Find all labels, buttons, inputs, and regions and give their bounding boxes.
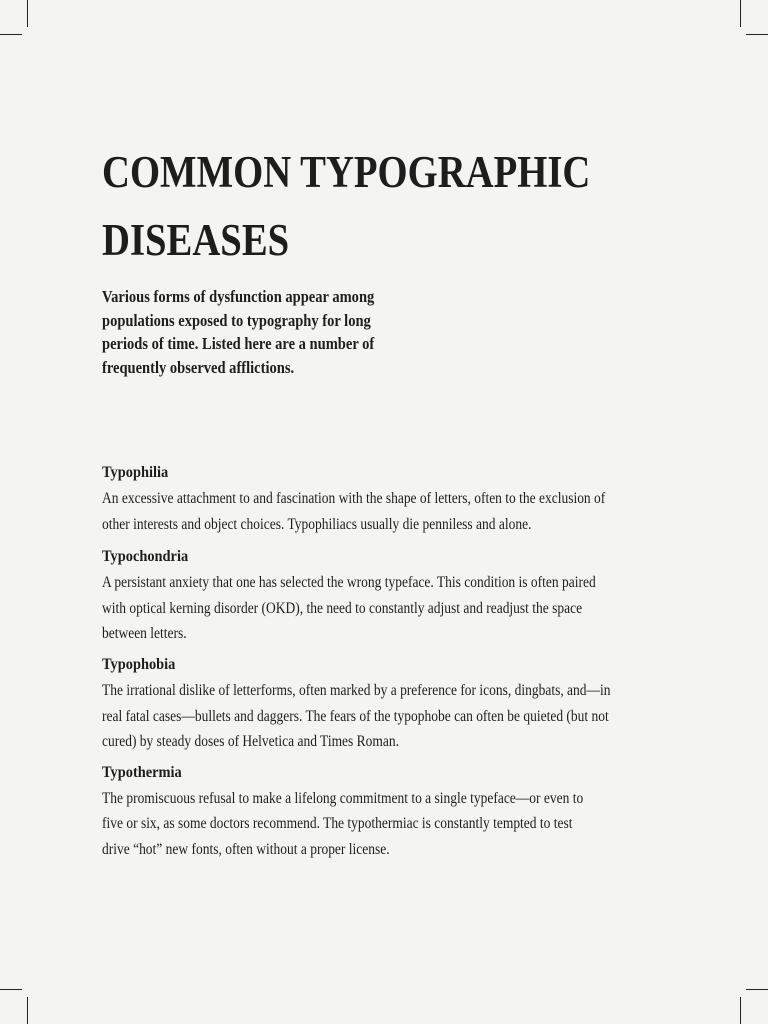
disease-definition xyxy=(102,486,659,537)
page-title-line-2: DISEASES xyxy=(102,215,290,265)
definition-line: cured) by steady doses of Helvetica and Times Roman. xyxy=(102,733,399,751)
intro-line-1: Various forms of dysfunction appear among xyxy=(102,287,375,306)
definition-line: An excessive attachment to and fascination with the shape of letters, often to the exclusion of xyxy=(102,490,606,507)
disease-term: Typothermia xyxy=(102,763,182,781)
definition-line: The irrational dislike of letterforms, often marked by a preference for icons, dingbats, and—in xyxy=(102,681,611,699)
disease-list xyxy=(102,460,742,863)
intro-line-3: periods of time. Listed here are a number of xyxy=(102,334,375,353)
crop-mark-top-right-vertical xyxy=(740,0,741,27)
definition-line: between letters. xyxy=(102,625,187,643)
definition-line: other interests and object choices. Typophiliacs usually die penniless and alone. xyxy=(102,515,532,533)
intro-paragraph xyxy=(102,285,419,379)
crop-mark-bottom-right-horizontal xyxy=(746,989,768,990)
disease-definition xyxy=(102,570,659,647)
disease-term: Typophobia xyxy=(102,655,176,673)
disease-term: Typochondria xyxy=(102,548,189,566)
definition-line: real fatal cases—bullets and daggers. The fears of the typophobe can often be quieted (but not xyxy=(102,707,609,725)
page-title-line-1: COMMON TYPOGRAPHIC xyxy=(102,147,591,197)
page-title xyxy=(102,138,635,274)
crop-mark-top-left-vertical xyxy=(27,0,28,27)
crop-mark-bottom-left-horizontal xyxy=(0,989,22,990)
crop-mark-bottom-left-vertical xyxy=(27,997,28,1024)
intro-line-4: frequently observed afflictions. xyxy=(102,357,295,377)
definition-line: The promiscuous refusal to make a lifelong commitment to a single typeface—or even to xyxy=(102,789,584,807)
disease-entry-typophilia xyxy=(102,460,742,537)
disease-definition xyxy=(102,786,659,863)
disease-entry-typothermia xyxy=(102,760,742,863)
crop-mark-bottom-right-vertical xyxy=(740,997,741,1024)
definition-line: five or six, as some doctors recommend. The typothermiac is constantly tempted to test xyxy=(102,815,573,833)
intro-line-2: populations exposed to typography for long xyxy=(102,310,371,330)
definition-line: with optical kerning disorder (OKD), the need to constantly adjust and readjust the space xyxy=(102,599,583,617)
disease-entry-typophobia xyxy=(102,652,742,755)
definition-line: drive “hot” new fonts, often without a proper license. xyxy=(102,840,390,858)
disease-term: Typophilia xyxy=(102,464,169,481)
disease-entry-typochondria xyxy=(102,544,742,647)
crop-mark-top-left-horizontal xyxy=(0,34,22,35)
crop-mark-top-right-horizontal xyxy=(746,34,768,35)
definition-line: A persistant anxiety that one has selected the wrong typeface. This condition is often paired xyxy=(102,574,596,592)
disease-definition xyxy=(102,678,659,755)
